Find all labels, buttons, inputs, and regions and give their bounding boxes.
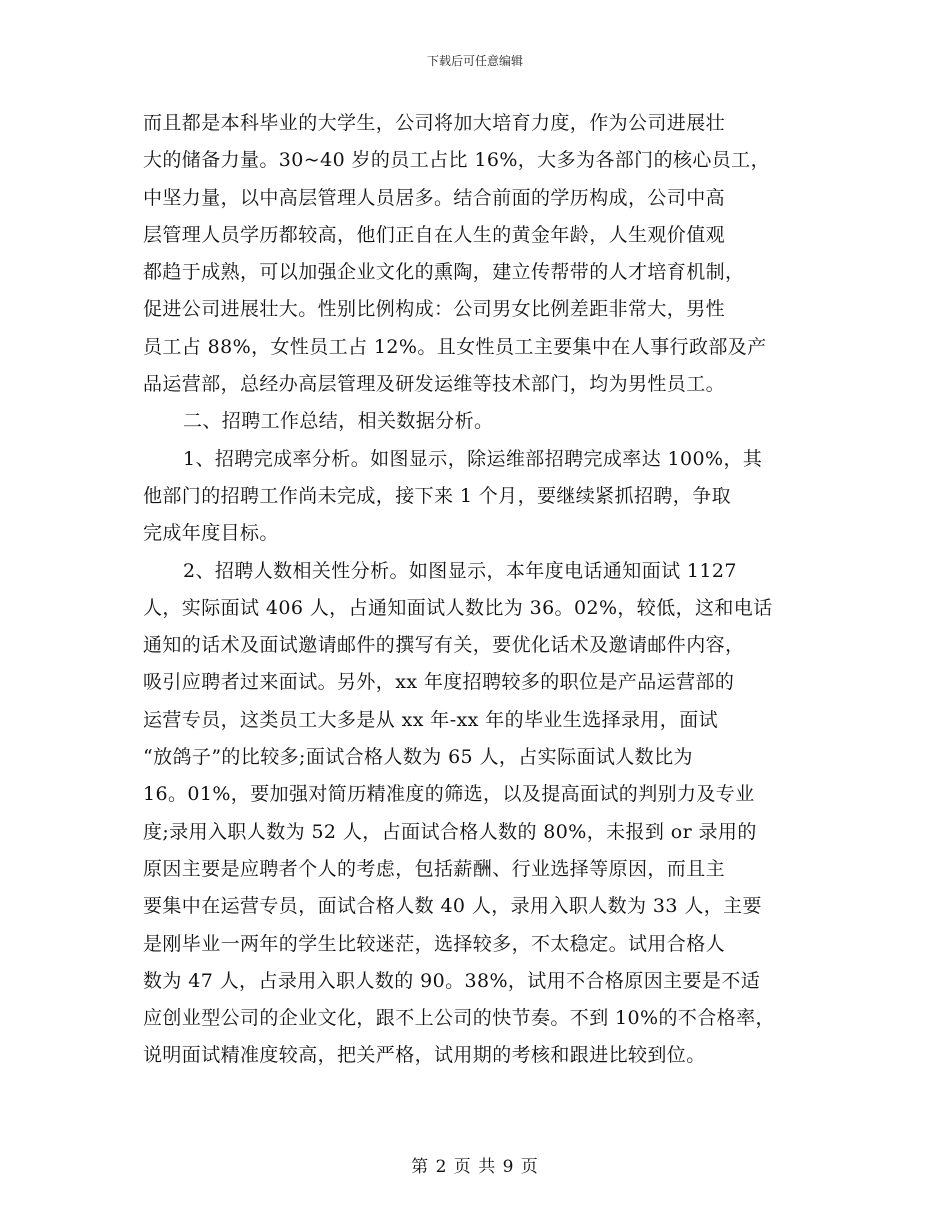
paragraph-line: 说明面试精准度较高，把关严格，试用期的考核和跟进比较到位。 xyxy=(143,1044,706,1067)
paragraph-line: 人，实际面试 406 人，占通知面试人数比为 36。02%，较低，这和电话 xyxy=(143,596,773,619)
paragraph-line: 吸引应聘者过来面试。另外，xx 年度招聘较多的职位是产品运营部的 xyxy=(143,671,735,694)
paragraph-line: 而且都是本科毕业的大学生，公司将加大培育力度，作为公司进展壮 xyxy=(143,112,726,134)
paragraph-line: 层管理人员学历都较高，他们正自在人生的黄金年龄，人生观价值观 xyxy=(143,223,726,246)
paragraph-line: 数为 47 人，占录用入职人数的 90。38%，试用不合格原因主要是不适 xyxy=(143,969,761,992)
page-number: 第 2 页 共 9 页 xyxy=(411,1157,539,1177)
paragraph-line: 运营专员，这类员工大多是从 xx 年-xx 年的毕业生选择录用，面试 xyxy=(143,708,719,731)
paragraph-line: 促进公司进展壮大。性别比例构成：公司男女比例差距非常大，男性 xyxy=(143,298,726,321)
paragraph-line: 度;录用入职人数为 52 人，占面试合格人数的 80%，未报到 or 录用的 xyxy=(143,820,757,843)
paragraph-line: 中坚力量，以中高层管理人员居多。结合前面的学历构成，公司中高 xyxy=(143,186,726,209)
paragraph-line: 1、招聘完成率分析。如图显示，除运维部招聘完成率达 100%，其 xyxy=(183,447,763,470)
paragraph-line: “放鸽子”的比较多;面试合格人数为 65 人，占实际面试人数比为 xyxy=(143,746,693,769)
document-body xyxy=(143,105,823,1075)
paragraph-line: 2、招聘人数相关性分析。如图显示，本年度电话通知面试 1127 xyxy=(183,559,737,582)
paragraph-line: 应创业型公司的企业文化，跟不上公司的快节奏。不到 10%的不合格率， xyxy=(143,1007,775,1030)
paragraph-line: 完成年度目标。 xyxy=(143,522,279,545)
paragraph-line: 都趋于成熟，可以加强企业文化的熏陶，建立传帮带的人才培育机制， xyxy=(143,261,745,284)
paragraph-line: 通知的话术及面试邀请邮件的撰写有关，要优化话术及邀请邮件内容， xyxy=(143,634,745,657)
paragraph-line: 是刚毕业一两年的学生比较迷茫，选择较多，不太稳定。试用合格人 xyxy=(143,932,726,955)
paragraph-line: 员工占 88%，女性员工占 12%。且女性员工主要集中在人事行政部及产 xyxy=(143,335,767,358)
paragraph-line: 16。01%，要加强对简历精准度的筛选，以及提高面试的判别力及专业 xyxy=(143,783,755,806)
paragraph-line: 大的储备力量。30~40 岁的员工占比 16%，大多为各部门的核心员工， xyxy=(143,149,770,172)
paragraph-line: 他部门的招聘工作尚未完成，接下来 1 个月，要继续紧抓招聘，争取 xyxy=(143,484,731,507)
section-heading: 二、招聘工作总结，相关数据分析。 xyxy=(183,410,494,433)
paragraph-line: 原因主要是应聘者个人的考虑，包括薪酬、行业选择等原因，而且主 xyxy=(143,857,726,880)
paragraph-line: 要集中在运营专员，面试合格人数 40 人，录用入职人数为 33 人，主要 xyxy=(143,895,762,918)
paragraph-line: 品运营部，总经办高层管理及研发运维等技术部门，均为男性员工。 xyxy=(143,373,726,396)
page-header: 下载后可任意编辑 xyxy=(426,54,523,68)
